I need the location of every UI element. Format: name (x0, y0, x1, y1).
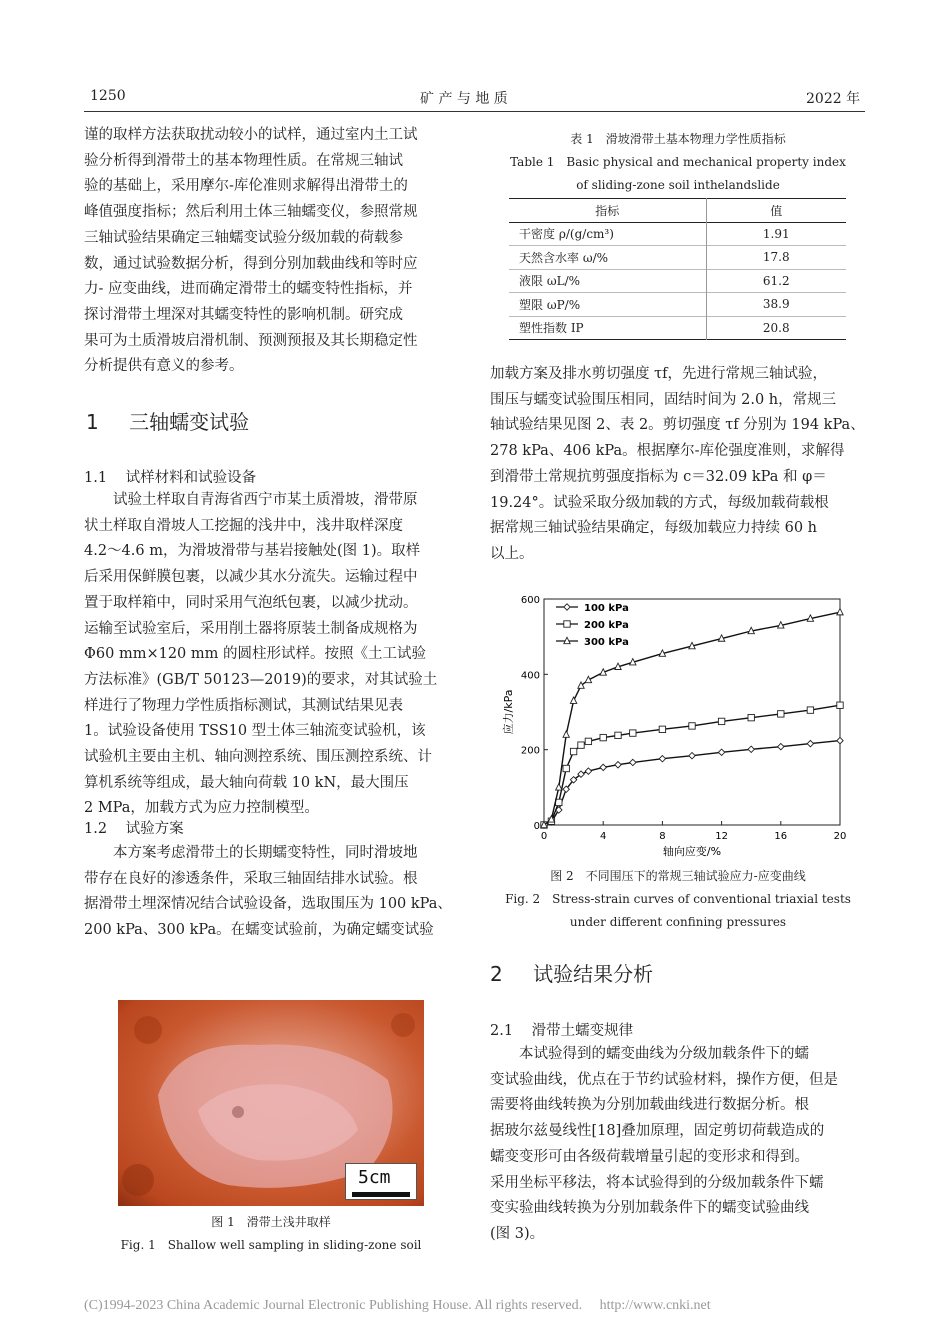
column-header: 值 (706, 199, 846, 223)
table-header-row (509, 199, 846, 223)
data-point (600, 764, 606, 770)
cell-value: 17.8 (706, 246, 846, 270)
text-line: 围压与蠕变试验围压相同，固结时间为 2.0 h，常规三 (490, 391, 837, 408)
y-tick-label: 600 (520, 595, 540, 606)
data-point (585, 768, 591, 774)
text-line: 19.24°。试验采取分级加载的方式，每级加载荷载根 (490, 494, 829, 511)
text-line: 样进行了物理力学性质指标测试，其测试结果见表 (84, 697, 403, 714)
x-tick-label: 16 (774, 831, 788, 842)
cell-label: 塑性指数 IP (519, 321, 584, 336)
table-row (509, 222, 846, 246)
data-point (807, 707, 813, 713)
data-point (630, 759, 636, 765)
paragraph-1-2 (84, 841, 460, 944)
scale-box (345, 1163, 417, 1200)
text-line: 2 MPa，加载方式为应力控制模型。 (84, 800, 319, 817)
table-row (509, 293, 846, 317)
data-point (570, 748, 576, 754)
copyright-text: (C)1994-2023 China Academic Journal Electronic Publishing House. All rights reserved. (84, 1298, 583, 1313)
x-tick-label: 0 (540, 831, 548, 842)
x-tick-label: 20 (833, 831, 847, 842)
subsection-title: 滑带土蠕变规律 (531, 1023, 634, 1039)
text-line: 三轴试验结果确定三轴蠕变试验分级加载的荷载参 (84, 229, 403, 246)
column-header: 指标 (595, 203, 620, 218)
text-line: 需要将曲线转换为分别加载曲线进行数据分析。根 (490, 1097, 809, 1114)
data-point (837, 608, 843, 614)
text-line: 验的基础上，采用摩尔-库伦准则求解得出滑带土的 (84, 178, 408, 195)
data-point (556, 799, 562, 805)
data-point (578, 682, 584, 688)
text-line: 验分析得到滑带土的基本物理性质。在常规三轴试 (84, 152, 403, 169)
legend-label: 300 kPa (584, 637, 629, 648)
text-line: 200 kPa、300 kPa。在蠕变试验前，为确定蠕变试验 (84, 922, 434, 939)
data-point (615, 732, 621, 738)
scale-label: 5cm (358, 1167, 391, 1188)
text-line: 据滑带土埋深情况结合试验设备，选取围压为 100 kPa、 (84, 896, 452, 913)
text-line: 峰值强度指标；然后利用土体三轴蠕变仪，参照常规 (84, 204, 418, 221)
text-line: 试验土样取自青海省西宁市某土质滑坡，滑带原 (113, 492, 418, 508)
y-tick-label: 200 (520, 745, 540, 757)
text-line: 算机系统等组成，最大轴向荷载 10 kN，最大围压 (84, 774, 409, 791)
legend-label: 100 kPa (584, 603, 629, 614)
text-line: 谨的取样方法获取扰动较小的试样，通过室内土工试 (84, 127, 418, 143)
subsection-1-1-heading (84, 466, 256, 487)
data-point (748, 746, 754, 752)
cell-value: 1.91 (706, 222, 846, 246)
section-1-heading (86, 406, 249, 435)
cell-label: 干密度 ρ/(g/cm³) (519, 227, 614, 242)
text-line: 本方案考虑滑带土的长期蠕变特性，同时滑坡地 (113, 845, 418, 861)
paragraph-2-1 (490, 1042, 866, 1248)
data-point (778, 743, 784, 749)
copyright-footer (84, 1298, 711, 1314)
section-title: 三轴蠕变试验 (129, 410, 250, 434)
data-point (563, 765, 569, 771)
cell-label: 塑限 ωP/% (519, 297, 581, 312)
page-number: 1250 (90, 88, 126, 104)
text-line: 4.2～4.6 m，为滑坡滑带与基岩接触处(图 1)。取样 (84, 543, 421, 560)
cell-label: 天然含水率 ω/% (519, 250, 609, 265)
legend-marker (564, 604, 570, 610)
text-line: 本试验得到的蠕变曲线为分级加载条件下的蠕 (519, 1046, 809, 1062)
subsection-1-2-heading (84, 817, 184, 838)
data-point (659, 726, 665, 732)
table1-caption-en-1: Table 1 Basic physical and mechanical property index (510, 155, 846, 169)
text-line: 力- 应变曲线，进而确定滑带土的蠕变特性指标，并 (84, 281, 413, 298)
y-tick-label: 0 (533, 821, 540, 832)
text-line: 置于取样箱中，同时采用气泡纸包裹，以减少扰动。 (84, 594, 418, 611)
text-line: 变试验曲线，优点在于节约试验材料，操作方便，但是 (490, 1071, 838, 1088)
table-row (509, 246, 846, 270)
data-point (807, 740, 813, 746)
text-line: 果可为土质滑坡启滑机制、预测预报及其长期稳定性 (84, 332, 418, 349)
subsection-number: 1.2 (84, 821, 108, 837)
text-line: 探讨滑带土埋深对其蠕变特性的影响机制。研究成 (84, 306, 403, 323)
table-row (509, 316, 846, 340)
header-rule (84, 111, 865, 112)
x-tick-label: 4 (600, 831, 607, 842)
data-point (689, 752, 695, 758)
fig2-caption-cn: 图 2 不同围压下的常规三轴试验应力-应变曲线 (550, 869, 806, 883)
text-line: 蠕变变形可由各级荷载增量引起的变形求和得到。 (490, 1148, 809, 1165)
subsection-2-1-heading (490, 1019, 633, 1040)
text-line: 采用坐标平移法，将本试验得到的分级加载条件下蠕 (490, 1174, 824, 1191)
data-point (778, 711, 784, 717)
data-point (630, 730, 636, 736)
data-point (578, 742, 584, 748)
text-line: 方法标准》(GB/T 50123—2019)的要求，对其试验土 (84, 671, 438, 688)
data-point (600, 734, 606, 740)
sampling-photo (118, 1000, 424, 1206)
journal-year: 2022 年 (806, 91, 861, 107)
legend-label: 200 kPa (584, 620, 629, 631)
text-line: 状土样取自滑坡人工挖掘的浅井中，浅井取样深度 (84, 517, 403, 534)
data-point (563, 731, 569, 737)
intro-paragraph (84, 123, 460, 380)
subsection-number: 2.1 (490, 1023, 514, 1039)
data-point (748, 714, 754, 720)
data-point (585, 738, 591, 744)
text-line: 278 kPa、406 kPa。根据摩尔-库伦强度准则，求解得 (490, 443, 845, 460)
fig2-caption-en-2: under different confining pressures (569, 915, 787, 929)
data-point (556, 784, 562, 790)
legend-marker (564, 621, 570, 627)
text-line: 数，通过试验数据分析，得到分别加载曲线和等时应 (84, 255, 418, 272)
data-point (837, 702, 843, 708)
text-line: Φ60 mm×120 mm 的圆柱形试样。按照《土工试验 (84, 646, 426, 663)
data-point (837, 737, 843, 743)
text-line: 以上。 (490, 545, 534, 562)
data-point (689, 723, 695, 729)
text-line: 加载方案及排水剪切强度 τf，先进行常规三轴试验， (490, 366, 827, 382)
property-table (509, 198, 846, 340)
text-line: 带存在良好的渗透条件，采取三轴固结排水试验。根 (84, 870, 418, 887)
subsection-title: 试样材料和试验设备 (125, 470, 257, 486)
paragraph-continued (490, 362, 866, 568)
data-point (718, 749, 724, 755)
y-axis-label: 应力/kPa (502, 689, 515, 735)
text-line: 变实验曲线转换为分别加载条件下的蠕变试验曲线 (490, 1200, 809, 1217)
section-number: 1 (86, 410, 99, 434)
cell-value: 38.9 (706, 293, 846, 317)
text-line: 运输至试验室后，采用削土器将原装土制备成规格为 (84, 620, 418, 637)
data-point (718, 718, 724, 724)
footer-url[interactable]: http://www.cnki.net (599, 1298, 711, 1313)
text-line: 后采用保鲜膜包裹，以减少其水分流失。运输过程中 (84, 569, 418, 586)
data-point (570, 697, 576, 703)
text-line: (图 3)。 (490, 1225, 545, 1242)
x-tick-label: 8 (659, 831, 666, 842)
text-line: 到滑带土常规抗剪强度指标为 c＝32.09 kPa 和 φ＝ (490, 468, 827, 485)
x-axis-label: 轴向应变/% (662, 845, 722, 858)
subsection-number: 1.1 (84, 470, 108, 486)
table1-caption-en-2: of sliding-zone soil inthelandslide (576, 178, 780, 192)
data-point (615, 762, 621, 768)
journal-title: 矿 产 与 地 质 (420, 91, 508, 107)
paragraph-1-1 (84, 488, 460, 822)
y-tick-label: 400 (520, 670, 540, 682)
data-point (659, 756, 665, 762)
cell-label: 液限 ωL/% (519, 274, 581, 289)
stress-strain-chart (490, 585, 866, 865)
fig1-caption-cn: 图 1 滑带土浅井取样 (211, 1215, 331, 1229)
text-line: 据常规三轴试验结果确定，每级加载应力持续 60 h (490, 520, 818, 537)
x-tick-label: 12 (715, 831, 728, 842)
scale-bar (352, 1192, 410, 1197)
fig1-caption-en: Fig. 1 Shallow well sampling in sliding-zone soil (120, 1238, 422, 1252)
subsection-title: 试验方案 (125, 821, 184, 837)
table1-caption-cn: 表 1 滑坡滑带土基本物理力学性质指标 (570, 132, 786, 146)
fig2-caption-en-1: Fig. 2 Stress-strain curves of conventional triaxial tests (505, 892, 851, 906)
cell-value: 61.2 (706, 269, 846, 293)
section-number: 2 (490, 962, 503, 986)
cell-value: 20.8 (706, 316, 846, 340)
text-line: 试验机主要由主机、轴向测控系统、围压测控系统、计 (84, 749, 432, 766)
section-2-heading (490, 958, 653, 987)
text-line: 1。试验设备使用 TSS10 型土体三轴流变试验机，该 (84, 723, 426, 740)
text-line: 据玻尔兹曼线性[18]叠加原理，固定剪切荷载造成的 (490, 1123, 825, 1140)
section-title: 试验结果分析 (533, 962, 654, 986)
text-line: 分析提供有意义的参考。 (84, 358, 244, 375)
text-line: 轴试验结果见图 2、表 2。剪切强度 τf 分别为 194 kPa、 (490, 417, 865, 434)
table-row (509, 269, 846, 293)
